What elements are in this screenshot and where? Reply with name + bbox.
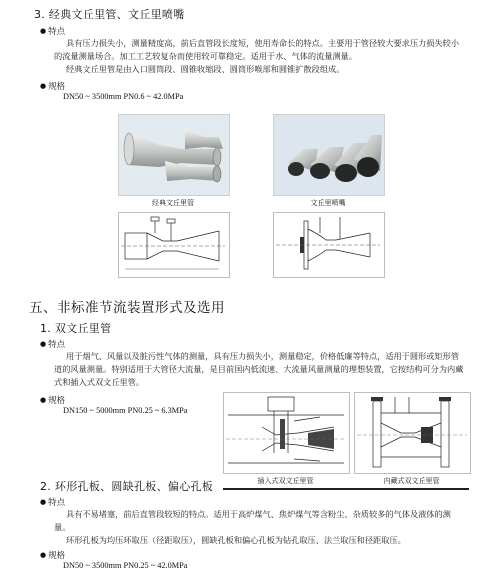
- insertion-double-venturi-drawing: [223, 392, 350, 474]
- subsection-2-title: 2. 环形孔板、圆缺孔板、偏心孔板: [40, 480, 214, 493]
- subsection-1-spec-value: DN150 ~ 5000mm PN0.25 ~ 6.3MPa: [63, 406, 188, 415]
- subsection-1-spec-label: ● 规格: [40, 394, 65, 406]
- section-divider: [223, 488, 469, 490]
- section-3-spec-label: ● 规格: [40, 80, 65, 92]
- venturi-nozzle-photo: [273, 114, 385, 196]
- venturi-nozzle-drawing: [273, 212, 385, 278]
- section-3-features-label: ● 特点: [40, 25, 65, 37]
- venturi-tube-photo: [118, 114, 230, 196]
- insertion-double-venturi-caption: 插入式双文丘里管: [257, 477, 314, 485]
- subsection-2-pressure-tapping-text: 环形孔板为均压环取压（径距取压），圆缺孔板和偏心孔板为钻孔取压、法兰取压和径距取压。: [66, 535, 406, 545]
- section-3-title: 3. 经典文丘里管、文丘里喷嘴: [34, 8, 185, 21]
- subsection-2-spec-value: DN50 ~ 3500mm PN0.25 ~ 42.0MPa: [63, 561, 188, 570]
- embedded-double-venturi-drawing: [354, 392, 471, 474]
- venturi-nozzle-caption: 文丘里喷嘴: [310, 199, 346, 207]
- embedded-double-venturi-caption: 内藏式双文丘里管: [383, 477, 440, 485]
- subsection-1-features-text: 用于烟气、风量以及脏污性气体的测量，具有压力损失小，测量稳定，价格低廉等特点，适用于圆形或矩形管道的风量测量。特别适用于大管径大流量，是目前国内低流速、大流量风量测量的理想装置，它按结构可分为内藏式和插入式双文丘里管。: [54, 351, 464, 387]
- subsection-2-features-text: 具有不易堵塞，前后直管段较短的特点。适用于高炉煤气、焦炉煤气等含粉尘、杂质较多的气体及液体的测量。: [54, 509, 451, 532]
- subsection-1-features-label: ● 特点: [40, 338, 65, 350]
- section-3-spec-value: DN50 ~ 3500mm PN0.6 ~ 42.0MPa: [63, 92, 184, 101]
- subsection-2-spec-label: ● 规格: [40, 549, 65, 561]
- section-3-structure-text: 经典文丘里管是由入口圆筒段、圆锥收缩段、圆筒形喉部和圆锥扩散段组成。: [66, 64, 345, 74]
- venturi-tube-caption: 经典文丘里管: [152, 199, 194, 207]
- subsection-2-features-label: ● 特点: [40, 496, 65, 508]
- section-5-title: 五、非标准节流装置形式及选用: [29, 300, 225, 316]
- subsection-1-title: 1. 双文丘里管: [40, 322, 112, 335]
- venturi-tube-drawing: [118, 212, 230, 278]
- section-3-features-text: 具有压力损失小，测量精度高，前后直管段长度短，使用寿命长的特点。主要用于管径较大要求压力损失较小的流量测量场合。加工工艺较复杂而使用较可靠稳定。适用于水、气体的流量测量。: [54, 38, 460, 61]
